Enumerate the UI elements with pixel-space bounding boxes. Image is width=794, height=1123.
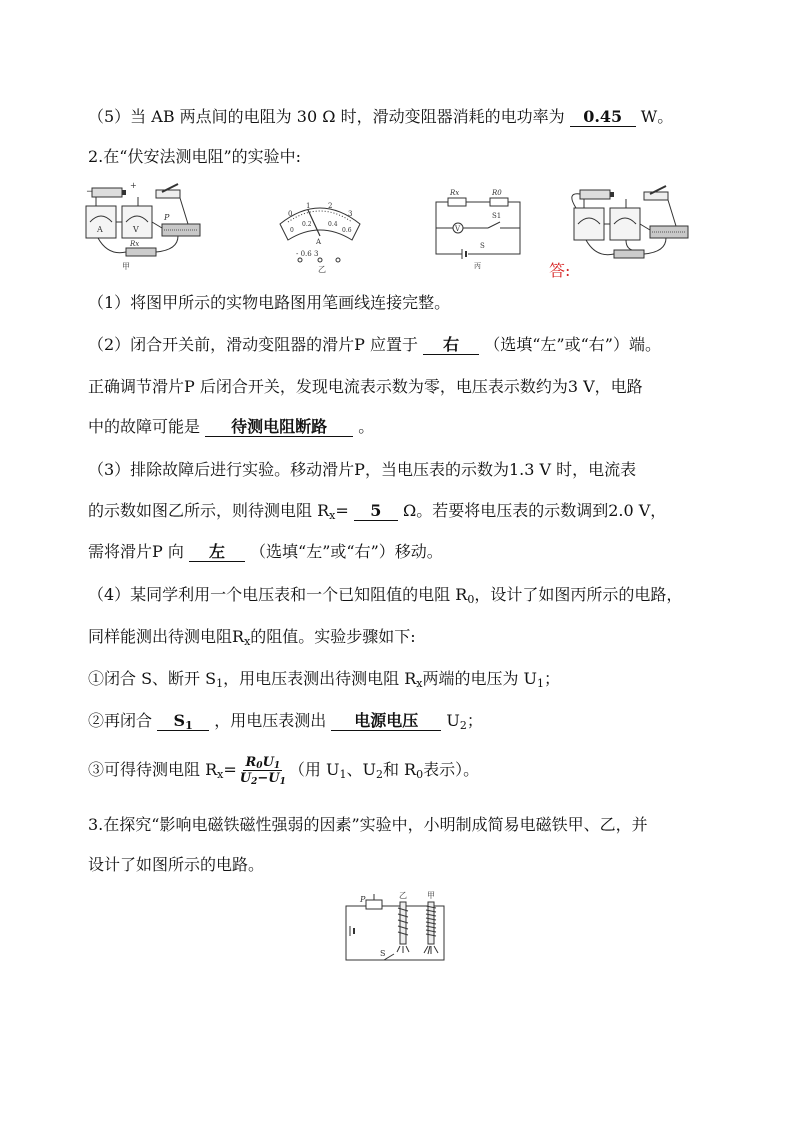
step3-fraction xyxy=(238,755,288,786)
step2-post-sub: 2 xyxy=(459,719,467,732)
subscale-1: 0.2 xyxy=(302,221,312,228)
q1-part5-resistance: 30 Ω xyxy=(296,107,336,126)
step1-sub1: 1 xyxy=(216,677,224,690)
q2-title: 2.在“伏安法测电阻”的实验中: xyxy=(88,147,302,166)
q2-part3-line3 xyxy=(88,542,443,562)
step3-post-sub1: 1 xyxy=(339,768,347,781)
q2-part2-answer: 右 xyxy=(423,336,479,355)
subscale-3: 0.6 xyxy=(342,227,352,234)
ammeter-terminals: - 0.6 3 xyxy=(296,250,319,258)
q2-part3-line2 xyxy=(88,501,666,521)
q3-fig-yi: 乙 xyxy=(399,891,407,900)
q2-part4-line2 xyxy=(88,627,416,647)
den-u1-sub: 1 xyxy=(279,777,286,787)
step1-sub2: x xyxy=(416,677,423,690)
q2-part2-post: （选填“左”或“右”）端。 xyxy=(484,335,661,354)
figure-electromagnet xyxy=(340,888,452,966)
step3-post-b: 、U xyxy=(346,760,376,779)
q2-part3-answer: 5 xyxy=(354,502,398,521)
step2-answer1 xyxy=(157,712,209,731)
q2-part2-line2: 正确调节滑片P 后闭合开关，发现电流表示数为零，电压表示数约为3 V，电路 xyxy=(88,377,643,396)
step2-pre: ②再闭合 xyxy=(88,711,153,730)
step2-post: U xyxy=(446,711,460,730)
bing-r0: R0 xyxy=(492,189,502,197)
step3-post-a: （用 U xyxy=(288,760,340,779)
svg-text:V: V xyxy=(133,225,139,234)
step3-sub: x xyxy=(217,768,224,781)
den-minus: − xyxy=(257,771,269,786)
bing-s: S xyxy=(480,242,485,250)
q3-title-a: 3.在探究“影响电磁铁磁性强弱的因素”实验中，小明制成简易电磁铁甲、乙，并 xyxy=(88,815,648,834)
figure-bing xyxy=(432,186,524,272)
q3-fig-p: P xyxy=(360,895,366,904)
rheostat-p-label: P xyxy=(164,213,170,222)
q1-part5-answer: 0.45 xyxy=(570,108,636,127)
q2-part4-pre: （4）某同学利用一个电压表和一个已知阻值的电阻 R xyxy=(88,585,468,604)
bing-s1: S1 xyxy=(492,212,502,220)
subscale-2: 0.4 xyxy=(328,221,338,228)
q3-title-line2: 设计了如图所示的电路。 xyxy=(88,855,265,874)
q2-part3-post: Ω。若要将电压表的示数调到2.0 V， xyxy=(402,501,667,520)
q2-part3-sub: x xyxy=(329,509,336,522)
step2-answer1-text: S xyxy=(173,711,186,730)
circuit-answer-diagram xyxy=(566,182,696,274)
step3-post-d: 表示）。 xyxy=(423,760,480,779)
q2-part3-slide-answer: 左 xyxy=(189,543,245,562)
svg-text:+: + xyxy=(130,181,137,190)
q2-part2-fault-pre: 中的故障可能是 xyxy=(88,417,201,436)
q3-fig-s: S xyxy=(380,949,386,958)
scale-3: 3 xyxy=(348,210,353,218)
step3-denominator xyxy=(238,771,288,786)
q2-step2 xyxy=(88,711,483,731)
step3-post-sub0: 0 xyxy=(416,768,424,781)
num-u: U xyxy=(262,755,274,770)
step1-mid: ，用电压表测出待测电阻 R xyxy=(223,669,417,688)
svg-text:−: − xyxy=(86,187,94,197)
circuit-bing-diagram xyxy=(432,186,524,272)
q1-part5-pre: （5）当 AB 两点间的电阻为 xyxy=(88,107,292,126)
step1-sub3: 1 xyxy=(537,677,545,690)
q2-part2-pre: （2）闭合开关前，滑动变阻器的滑片P 应置于 xyxy=(88,335,419,354)
q2-part4b-pre: 同样能测出待测电阻R xyxy=(88,627,245,646)
circuit-jia-diagram xyxy=(78,180,208,272)
q1-part5-mid: 时，滑动变阻器消耗的电功率为 xyxy=(340,107,565,126)
q2-part4b-sub: x xyxy=(244,635,251,648)
resistor-label: Rx xyxy=(130,240,140,248)
den-u2-sub: 2 xyxy=(251,777,258,787)
q2-part3-line1: （3）排除故障后进行实验。移动滑片P，当电压表的示数为1.3 V 时，电流表 xyxy=(88,460,637,479)
q1-part5-line xyxy=(88,107,673,127)
yi-label: 乙 xyxy=(318,265,326,274)
q2-part2-fault-answer: 待测电阻断路 xyxy=(205,418,353,437)
electromagnet-diagram xyxy=(340,888,452,966)
q2-part2-fault-post: 。 xyxy=(358,417,375,436)
step3-numerator xyxy=(243,755,282,771)
scale-0: 0 xyxy=(288,210,293,218)
num-r-sub: 0 xyxy=(256,761,263,771)
q2-part3-eq: = xyxy=(335,501,349,520)
step1-mid2: 两端的电压为 U xyxy=(422,669,538,688)
q2-part3-slide-post: （选填“左”或“右”）移动。 xyxy=(250,542,443,561)
q2-part4b-post: 的阻值。实验步骤如下: xyxy=(250,627,416,646)
scale-2: 2 xyxy=(328,202,333,210)
svg-text:A: A xyxy=(97,225,103,234)
q3-title-line1 xyxy=(88,815,648,835)
num-r: R xyxy=(245,755,257,770)
step3-post-sub2: 2 xyxy=(375,768,383,781)
step2-answer1-sub: 1 xyxy=(185,719,193,732)
answer-figure-label: 答: xyxy=(549,261,571,280)
figure-jia xyxy=(78,180,208,272)
bing-rx: Rx xyxy=(450,189,460,197)
q2-part3-slide-pre: 需将滑片P 向 xyxy=(88,542,184,561)
step3-eq: = xyxy=(223,760,237,779)
q2-part4-post: ，设计了如图丙所示的电路， xyxy=(474,585,683,604)
q2-step3 xyxy=(88,752,479,788)
ammeter-unit: A xyxy=(316,238,322,246)
q2-part4-line1 xyxy=(88,585,682,605)
figure-yi xyxy=(276,196,364,276)
q1-part5-unit: W。 xyxy=(640,107,674,126)
q2-part4-sub: 0 xyxy=(467,593,475,606)
q2-part2-line1 xyxy=(88,335,661,355)
jia-label: 甲 xyxy=(122,262,130,271)
num-u-sub: 1 xyxy=(273,761,281,771)
step2-answer2: 电源电压 xyxy=(331,712,441,731)
figure-answer xyxy=(566,182,696,274)
ammeter-diagram xyxy=(276,196,364,276)
q2-part1: （1）将图甲所示的实物电路图用笔画线连接完整。 xyxy=(88,293,451,312)
step3-post-c: 和 R xyxy=(382,760,417,779)
scale-1: 1 xyxy=(306,202,311,210)
step2-mid: ，用电压表测出 xyxy=(214,711,327,730)
q2-step1 xyxy=(88,669,560,689)
q3-fig-jia: 甲 xyxy=(427,891,435,900)
q2-part2-line3 xyxy=(88,417,374,437)
q2-part3-pre: 的示数如图乙所示，则待测电阻 R xyxy=(88,501,330,520)
step1-post: ； xyxy=(544,669,561,688)
bing-v: V xyxy=(455,225,461,233)
bing-label: 丙 xyxy=(474,262,481,270)
step2-end: ； xyxy=(466,711,483,730)
den-u2: U xyxy=(239,771,252,786)
step3-pre: ③可得待测电阻 R xyxy=(88,760,218,779)
subscale-0: 0 xyxy=(290,227,294,234)
den-u1: U xyxy=(268,771,280,786)
step1-pre: ①闭合 S、断开 S xyxy=(88,669,217,688)
